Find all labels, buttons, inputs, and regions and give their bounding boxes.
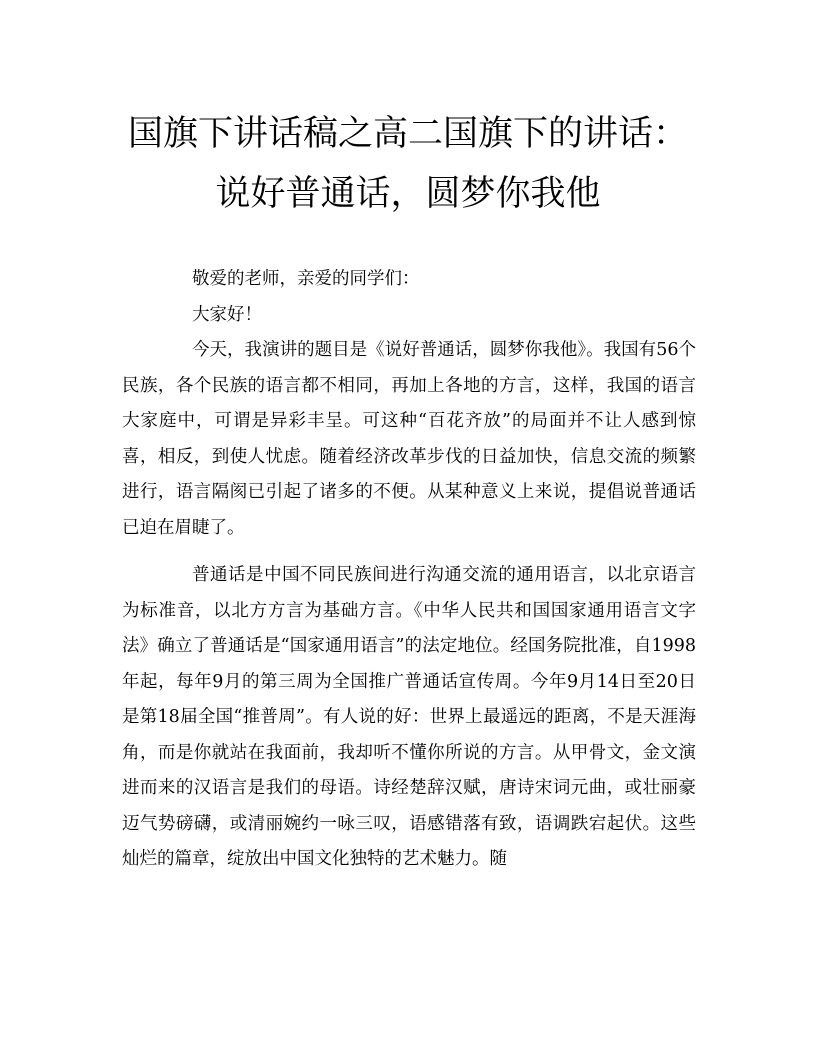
body-paragraph-2: 普通话是中国不同民族间进行沟通交流的通用语言，以北京语言为标准音，以北方方言为基础方言。《中华人民共和国国家通用语言文字法》确立了普通话是“国家通用语言”的法定地位。经国务院批准，自1998年起，每年9月的第三周为全国推广普通话宣传周。今年9月14日至20日是第18届全国“推普周”。有人说的好：世界上最遥远的距离，不是天涯海角，而是你就站在我面前，我却听不懂你所说的方言。从甲骨文，金文演进而来的汉语言是我们的母语。诗经楚辞汉赋，唐诗宋词元曲，或壮丽豪迈气势磅礴，或清丽婉约一咏三叹，语感错落有致，语调跌宕起伏。这些灿烂的篇章，绽放出中国文化独特的艺术魅力。随	[122, 565, 696, 869]
greeting-paragraph: 大家好！	[192, 304, 262, 325]
body-paragraph-1: 今天，我演讲的题目是《说好普通话，圆梦你我他》。我国有56个民族，各个民族的语言都不相同，再加上各地的方言，这样，我国的语言大家庭中，可谓是异彩丰呈。可这种“百花齐放”的局面并不让人感到惊喜，相反，到使人忧虑。随着经济改革步伐的日益加快，信息交流的频繁进行，语言隔阂已引起了诸多的不便。从某种意义上来说，提倡说普通话已迫在眉睫了。	[122, 340, 696, 538]
document-title: 国旗下讲话稿之高二国旗下的讲话：说好普通话，圆梦你我他	[127, 114, 688, 214]
salutation-paragraph: 敬爱的老师，亲爱的同学们：	[192, 269, 420, 289]
document-body	[122, 262, 696, 878]
